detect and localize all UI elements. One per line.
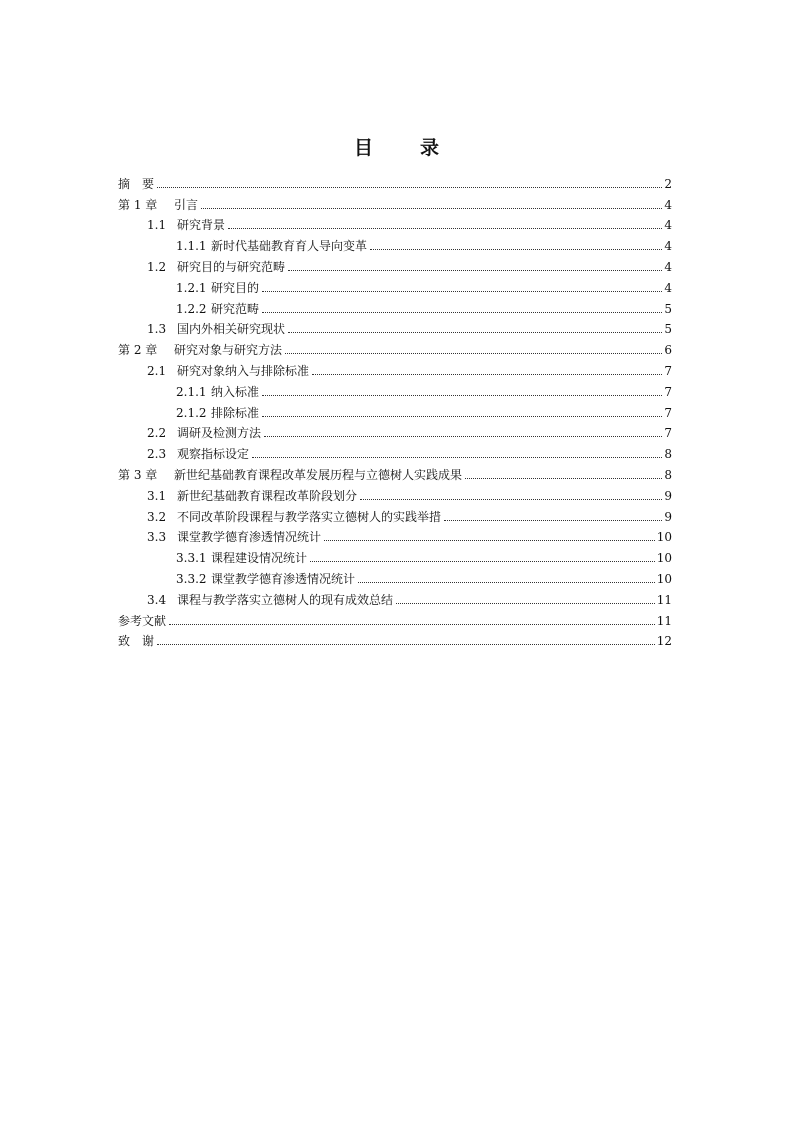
toc-entry-number: 2.3 — [147, 447, 167, 462]
dot-leader — [358, 582, 655, 583]
toc-entry-page-number: 4 — [664, 259, 672, 274]
toc-entry-page-number: 4 — [664, 218, 672, 233]
toc-entry-title: 排除标准 — [211, 405, 260, 420]
toc-entry[interactable] — [118, 607, 672, 628]
toc-entry-title: 致 谢 — [118, 634, 155, 649]
toc-entry-number: 1.1 — [147, 218, 167, 233]
toc-entry-page-number: 10 — [656, 571, 672, 586]
toc-entry-number: 2.1 — [147, 363, 167, 378]
toc-entry-page-number: 2 — [664, 176, 672, 191]
toc-entry-title: 课程建设情况统计 — [211, 551, 308, 566]
toc-entry[interactable] — [118, 316, 672, 337]
toc-entry[interactable] — [118, 274, 672, 295]
toc-entry-title: 国内外相关研究现状 — [177, 322, 286, 337]
toc-entry-number: 3.3 — [147, 530, 167, 545]
toc-entry[interactable] — [118, 357, 672, 378]
toc-entry[interactable] — [118, 461, 672, 482]
toc-entry-page-number: 6 — [664, 343, 672, 358]
dot-leader — [228, 228, 662, 229]
dot-leader — [310, 561, 655, 562]
toc-entry[interactable] — [118, 628, 672, 649]
toc-entry-number: 2.1.2 — [176, 405, 207, 420]
toc-title: 目 录 — [353, 137, 453, 159]
dot-leader — [396, 603, 655, 604]
toc-entry-title: 研究对象纳入与排除标准 — [177, 363, 310, 378]
dot-leader — [201, 208, 662, 209]
toc-entry-title: 课堂教学德育渗透情况统计 — [177, 530, 322, 545]
dot-leader — [262, 291, 662, 292]
toc-entry-number: 第 3 章 — [118, 467, 158, 482]
toc-entry-title: 引言 — [174, 197, 199, 212]
dot-leader — [288, 332, 662, 333]
toc-entry-title: 研究目的与研究范畴 — [177, 259, 286, 274]
toc-entry-title: 纳入标准 — [211, 384, 260, 399]
toc-entry-title: 摘 要 — [118, 176, 155, 191]
toc-entry-title: 研究目的 — [211, 280, 260, 295]
toc-entry-title: 课堂教学德育渗透情况统计 — [211, 571, 356, 586]
toc-entry-number: 第 1 章 — [118, 197, 158, 212]
toc-entry[interactable] — [118, 440, 672, 461]
dot-leader — [465, 478, 662, 479]
toc-entry-page-number: 7 — [664, 363, 672, 378]
toc-entry[interactable] — [118, 565, 672, 586]
toc-entry-page-number: 4 — [664, 239, 672, 254]
toc-entry-number: 1.1.1 — [176, 239, 207, 254]
dot-leader — [444, 520, 662, 521]
dot-leader — [262, 416, 662, 417]
toc-entry-page-number: 11 — [656, 592, 672, 607]
toc-entry-page-number: 5 — [664, 301, 672, 316]
toc-entry-page-number: 9 — [664, 488, 672, 503]
toc-entry-number: 3.3.1 — [176, 551, 207, 566]
toc-entry-title: 研究背景 — [177, 218, 226, 233]
toc-entry-title: 研究对象与研究方法 — [174, 343, 283, 358]
toc-entry-page-number: 8 — [664, 447, 672, 462]
toc-entry-page-number: 12 — [656, 634, 672, 649]
toc-entry[interactable] — [118, 524, 672, 545]
toc-entry-page-number: 9 — [664, 509, 672, 524]
dot-leader — [169, 624, 655, 625]
toc-entry[interactable] — [118, 212, 672, 233]
toc-entry[interactable] — [118, 253, 672, 274]
dot-leader — [264, 436, 662, 437]
toc-entry[interactable] — [118, 586, 672, 607]
toc-entry-page-number: 4 — [664, 280, 672, 295]
toc-entry-number: 1.2 — [147, 259, 167, 274]
dot-leader — [360, 499, 662, 500]
toc-entry-page-number: 7 — [664, 384, 672, 399]
dot-leader — [370, 249, 662, 250]
toc-entry-page-number: 7 — [664, 426, 672, 441]
toc-entry-number: 3.4 — [147, 592, 167, 607]
toc-entry-number: 2.2 — [147, 426, 167, 441]
toc-entry-number: 1.2.1 — [176, 280, 207, 295]
toc-entry[interactable] — [118, 378, 672, 399]
toc-entry[interactable] — [118, 170, 672, 191]
toc-entry-title: 不同改革阶段课程与教学落实立德树人的实践举措 — [177, 509, 442, 524]
toc-entry-page-number: 5 — [664, 322, 672, 337]
toc-entry[interactable] — [118, 420, 672, 441]
toc-entry-page-number: 7 — [664, 405, 672, 420]
dot-leader — [262, 395, 662, 396]
toc-entry-number: 3.2 — [147, 509, 167, 524]
dot-leader — [252, 457, 662, 458]
toc-entry[interactable] — [118, 503, 672, 524]
toc-entry[interactable] — [118, 336, 672, 357]
toc-entry-title: 调研及检测方法 — [177, 426, 262, 441]
dot-leader — [324, 540, 655, 541]
toc-entry[interactable] — [118, 399, 672, 420]
toc-entry-title: 研究范畴 — [211, 301, 260, 316]
toc-entry-page-number: 4 — [664, 197, 672, 212]
toc-entry-number: 1.3 — [147, 322, 167, 337]
toc-entry-number: 3.1 — [147, 488, 167, 503]
toc-entry-page-number: 11 — [656, 613, 672, 628]
table-of-contents — [118, 170, 672, 648]
dot-leader — [312, 374, 662, 375]
toc-entry-page-number: 10 — [656, 551, 672, 566]
toc-entry[interactable] — [118, 544, 672, 565]
toc-entry-number: 2.1.1 — [176, 384, 207, 399]
toc-entry-title: 新世纪基础教育课程改革发展历程与立德树人实践成果 — [174, 467, 463, 482]
toc-entry[interactable] — [118, 482, 672, 503]
toc-entry[interactable] — [118, 295, 672, 316]
toc-entry-title: 课程与教学落实立德树人的现有成效总结 — [177, 592, 394, 607]
dot-leader — [262, 312, 662, 313]
toc-entry[interactable] — [118, 232, 672, 253]
toc-entry-title: 观察指标设定 — [177, 447, 250, 462]
toc-entry-number: 第 2 章 — [118, 343, 158, 358]
dot-leader — [157, 187, 662, 188]
dot-leader — [288, 270, 662, 271]
toc-entry[interactable] — [118, 191, 672, 212]
toc-entry-number: 1.2.2 — [176, 301, 207, 316]
dot-leader — [285, 353, 662, 354]
toc-entry-title: 参考文献 — [118, 613, 167, 628]
toc-entry-title: 新世纪基础教育课程改革阶段划分 — [177, 488, 358, 503]
toc-entry-number: 3.3.2 — [176, 571, 207, 586]
dot-leader — [157, 644, 655, 645]
toc-entry-title: 新时代基础教育育人导向变革 — [211, 239, 368, 254]
toc-entry-page-number: 8 — [664, 467, 672, 482]
toc-entry-page-number: 10 — [656, 530, 672, 545]
